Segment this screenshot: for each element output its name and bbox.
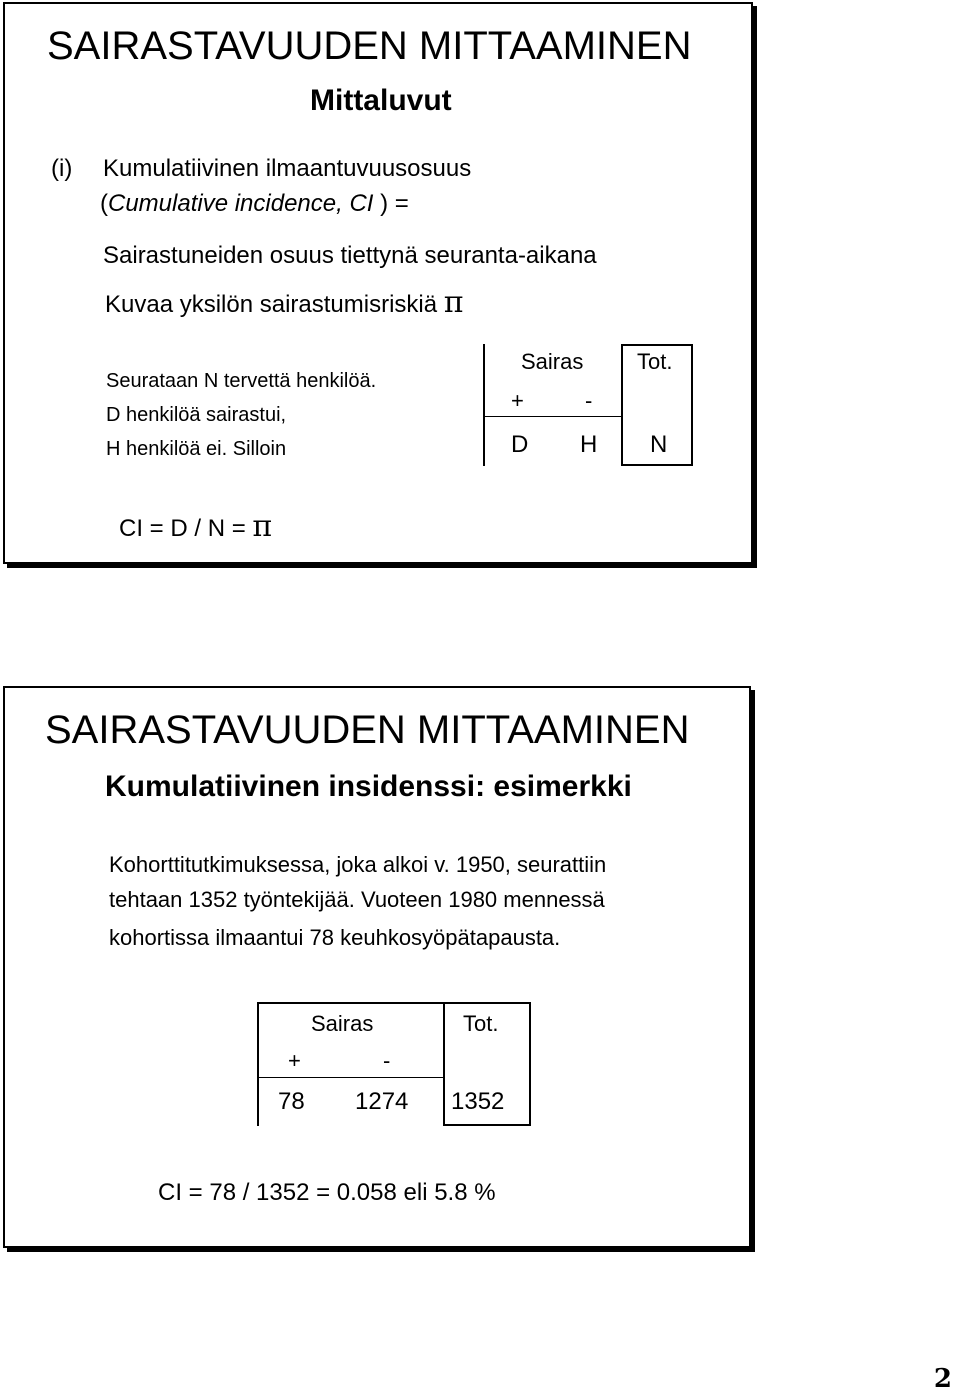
slide-1-subtitle: Mittaluvut [310,84,452,117]
item-marker: (i) [51,155,73,182]
desc-line-2 [105,285,464,320]
slide-1-title: SAIRASTAVUUDEN MITTAAMINEN [47,24,692,68]
table-line [443,1002,445,1126]
table-plus: + [511,388,524,413]
table-cell-n: N [650,431,668,458]
item-line-2-italic: Cumulative incidence, CI [108,190,374,217]
table-cell-total: 1352 [451,1088,505,1115]
table-line [691,344,693,466]
item-line-2-close: ) = [373,190,409,217]
table-line [257,1002,445,1004]
para-line-1: Kohorttitutkimuksessa, joka alkoi v. 1950, seurattiin [109,852,607,877]
table-line [529,1002,531,1126]
table-cell-d: D [511,431,529,458]
para-line-3: kohortissa ilmaantui 78 keuhkosyöpätapausta. [109,925,561,950]
table-cell-negative: 1274 [355,1088,409,1115]
table-cell-positive: 78 [278,1088,305,1115]
table-line [443,1124,531,1126]
table-line [257,1002,259,1126]
table-cell-h: H [580,431,598,458]
table-line [621,344,623,466]
table-header-sairas: Sairas [521,349,584,374]
item-line-2 [100,190,409,218]
item-line-1: Kumulatiivinen ilmaantuvuusosuus [103,155,472,182]
pi-symbol: π [443,285,464,320]
para-line-2: tehtaan 1352 työntekijää. Vuoteen 1980 mennessä [109,887,605,912]
table-header-sairas: Sairas [311,1011,374,1036]
page-number: 2 [933,1364,952,1394]
table-plus: + [288,1048,301,1073]
table-minus: - [383,1048,391,1073]
table-line [257,1077,445,1078]
note-line-3: H henkilöä ei. Silloin [106,438,287,460]
desc-line-1: Sairastuneiden osuus tiettynä seuranta-aikana [103,242,597,269]
table-line [443,1002,531,1004]
formula-pi-symbol: π [252,509,273,544]
table-header-tot: Tot. [463,1011,499,1036]
item-line-2-open: ( [100,190,108,217]
note-line-1: Seurataan N tervettä henkilöä. [106,370,377,392]
note-line-2: D henkilöä sairastui, [106,404,287,426]
slide-1 [3,2,753,564]
table-line [621,464,693,466]
slide-2-title: SAIRASTAVUUDEN MITTAAMINEN [45,708,690,752]
table-line [621,344,693,346]
formula-ci [119,509,272,544]
table-header-tot: Tot. [637,349,673,374]
formula-ci-example: CI = 78 / 1352 = 0.058 eli 5.8 % [158,1179,496,1206]
slide-2 [3,686,751,1248]
slide-2-subtitle: Kumulatiivinen insidenssi: esimerkki [105,770,632,803]
desc-line-2-text: Kuvaa yksilön sairastumisriskiä [105,291,438,318]
table-line [483,344,485,466]
table-line [483,416,623,417]
formula-ci-text: CI = D / N = [119,515,253,542]
table-minus: - [585,388,593,413]
